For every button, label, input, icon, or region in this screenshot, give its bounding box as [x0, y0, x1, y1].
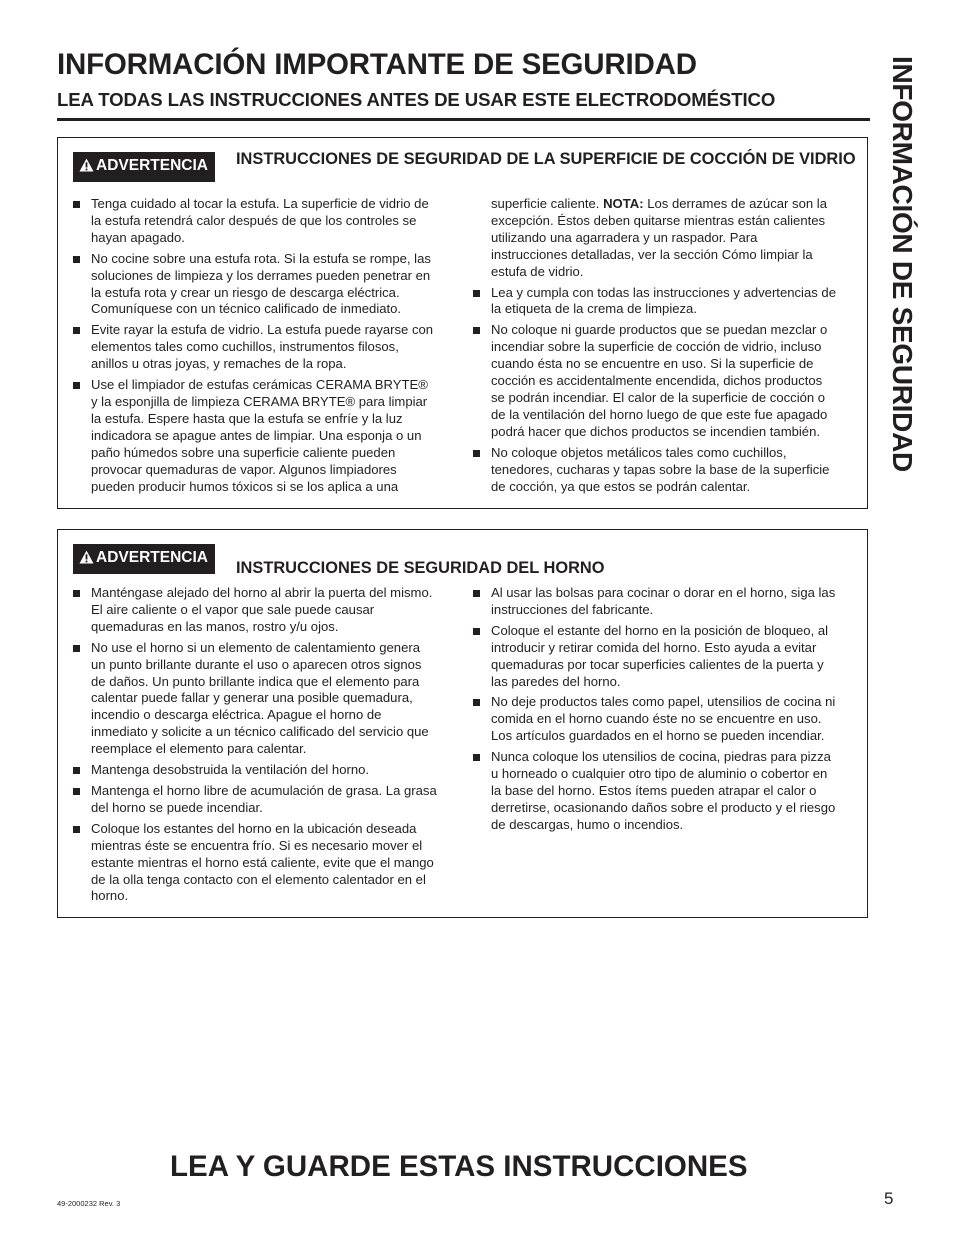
- list-item-text: Mantenga el horno libre de acumulación de grasa. La grasa del horno se puede incendiar.: [91, 782, 437, 815]
- list-item-text: No coloque ni guarde productos que se puedan mezclar o incendiar sobre la superficie de cocción de vidrio, incluso cuando ésta no se encuentre en uso. Si la superficie de cocción es accidentalmente encendida, dichos productos se podrán incendiar. El calor de la superficie de cocción o de la ventilación del horno luego de que este fue apagado podrá hacer que dichos productos se incendien también.: [491, 322, 828, 439]
- square-bullet-icon: [73, 382, 80, 389]
- bullet-list-right: [473, 196, 837, 499]
- continuation-text: superficie caliente.: [491, 196, 604, 211]
- note-label: NOTA:: [603, 196, 644, 211]
- warning-badge-label: ADVERTENCIA: [96, 549, 208, 566]
- warning-badge-label: ADVERTENCIA: [96, 157, 208, 174]
- footer-title: LEA Y GUARDE ESTAS INSTRUCCIONES: [170, 1150, 748, 1183]
- list-item: [473, 694, 837, 745]
- warning-box-glass-cooktop: [57, 137, 868, 509]
- square-bullet-icon: [473, 628, 480, 635]
- list-item-text: Coloque el estante del horno en la posición de bloqueo, al introducir y retirar comida del horno. Esto ayuda a evitar quemaduras por tocar superficies calientes de la puerta y las paredes del horno.: [491, 622, 829, 689]
- list-item-text: Evite rayar la estufa de vidrio. La estufa puede rayarse con elementos tales como cuchillos, instrumentos filosos, anillos u otras joyas, y remaches de la ropa.: [91, 322, 434, 372]
- list-item-text: Manténgase alejado del horno al abrir la puerta del mismo. El aire caliente o el vapor que sale puede causar quemaduras en las manos, rostro y/u ojos.: [91, 585, 433, 634]
- bullet-list-left: [73, 585, 437, 909]
- page-title: INFORMACIÓN IMPORTANTE DE SEGURIDAD: [57, 48, 697, 81]
- list-item-continuation: [473, 196, 837, 281]
- list-item-text: Nunca coloque los utensilios de cocina, piedras para pizza u horneado o cualquier otro tipo de aluminio o cobertor en la base del horno. Estos ítems pueden atrapar el calor o derretirse, ocasionando daños sobre el producto y el riesgo de descargas, humo o incendios.: [491, 749, 836, 832]
- square-bullet-icon: [473, 450, 480, 457]
- list-item: [473, 585, 837, 619]
- list-item: [73, 783, 437, 817]
- side-tab-title: INFORMACIÓN DE SEGURIDAD: [887, 56, 918, 472]
- square-bullet-icon: [73, 327, 80, 334]
- document-code: 49-2000232 Rev. 3: [57, 1199, 121, 1208]
- list-item: [73, 377, 437, 495]
- square-bullet-icon: [473, 590, 480, 597]
- warning-badge: [73, 544, 215, 574]
- page-subtitle: LEA TODAS LAS INSTRUCCIONES ANTES DE USAR ESTE ELECTRODOMÉSTICO: [57, 89, 776, 110]
- list-item-text: No cocine sobre una estufa rota. Si la estufa se rompe, las soluciones de limpieza y los derrames pueden penetrar en la estufa rota y crear un riesgo de descarga eléctrica. Comuníquese con un técnico calificado de inmediato.: [91, 250, 431, 317]
- list-item-text: Al usar las bolsas para cocinar o dorar en el horno, siga las instrucciones del fabricante.: [491, 585, 836, 617]
- section-heading: INSTRUCCIONES DE SEGURIDAD DE LA SUPERFICIE DE COCCIÓN DE VIDRIO: [236, 150, 856, 168]
- section-heading: INSTRUCCIONES DE SEGURIDAD DEL HORNO: [236, 559, 605, 577]
- list-item-text: No use el horno si un elemento de calentamiento genera un punto brillante durante el uso o aparecen otros signos de daños. Un punto brillante indica que el elemento para calentar puede fallar y generar una posible quemadura, incendio o descarga eléctrica. Apague el horno de inmediato y solicite a un técnico calificado del servicio que reemplace el elemento para calentar.: [91, 639, 429, 757]
- square-bullet-icon: [473, 754, 480, 761]
- square-bullet-icon: [73, 201, 80, 208]
- square-bullet-icon: [473, 327, 480, 334]
- list-item: [73, 322, 437, 373]
- bullet-list-right: [473, 585, 837, 838]
- list-item-text: No coloque objetos metálicos tales como cuchillos, tenedores, cucharas y tapas sobre la base de la superficie de cocción, ya que estos se podrán calentar.: [491, 444, 830, 494]
- page-number: 5: [884, 1189, 894, 1208]
- square-bullet-icon: [73, 826, 80, 833]
- bullet-list-left: [73, 196, 437, 499]
- list-item: [473, 623, 837, 691]
- square-bullet-icon: [473, 290, 480, 297]
- header-rule: [57, 118, 870, 121]
- list-item-text: Lea y cumpla con todas las instrucciones y advertencias de la etiqueta de la crema de limpieza.: [491, 284, 836, 317]
- square-bullet-icon: [73, 590, 80, 597]
- list-item: [73, 762, 437, 779]
- continuation-text-rest: Los derrames de azúcar son la excepción. Éstos deben quitarse mientras están calientes utilizando una agarradera y un raspador. Para instrucciones detalladas, ver la sección Cómo limpiar la estufa de vidrio.: [491, 196, 827, 279]
- warning-badge: [73, 152, 215, 182]
- warning-triangle-icon: [79, 550, 94, 564]
- list-item: [73, 585, 437, 636]
- list-item: [73, 821, 437, 906]
- square-bullet-icon: [73, 767, 80, 774]
- square-bullet-icon: [473, 699, 480, 706]
- warning-box-oven: [57, 529, 868, 918]
- square-bullet-icon: [73, 645, 80, 652]
- list-item: [73, 196, 437, 247]
- list-item-text: Tenga cuidado al tocar la estufa. La superficie de vidrio de la estufa retendrá calor después de que los controles se hayan apagado.: [91, 196, 429, 245]
- list-item-text: Coloque los estantes del horno en la ubicación deseada mientras éste se encuentra frío. Si es necesario mover el estante mientras el horno está caliente, evite que el mango de la olla tenga contacto con el elemento calentador en el horno.: [91, 820, 434, 904]
- list-item: [473, 445, 837, 496]
- list-item: [473, 285, 837, 319]
- warning-triangle-icon: [79, 158, 94, 172]
- list-item-text: No deje productos tales como papel, utensilios de cocina ni comida en el horno cuando éste no se encuentre en uso. Los artículos guardados en el horno se pueden incendiar.: [491, 694, 836, 744]
- list-item-text: Use el limpiador de estufas cerámicas CERAMA BRYTE® y la esponjilla de limpieza CERAMA BRYTE® para limpiar la estufa. Espere hasta que la estufa se enfríe y la luz indicadora se apague antes de limpiar. Una esponja o un paño húmedos sobre una superficie caliente pueden provocar quemaduras de vapor. Algunos limpiadores pueden producir humos tóxicos si se los aplica a una: [91, 377, 428, 494]
- list-item: [73, 251, 437, 319]
- square-bullet-icon: [73, 256, 80, 263]
- list-item-text: Mantenga desobstruida la ventilación del horno.: [91, 762, 370, 778]
- square-bullet-icon: [73, 788, 80, 795]
- list-item: [473, 749, 837, 834]
- list-item: [73, 640, 437, 758]
- list-item: [473, 322, 837, 440]
